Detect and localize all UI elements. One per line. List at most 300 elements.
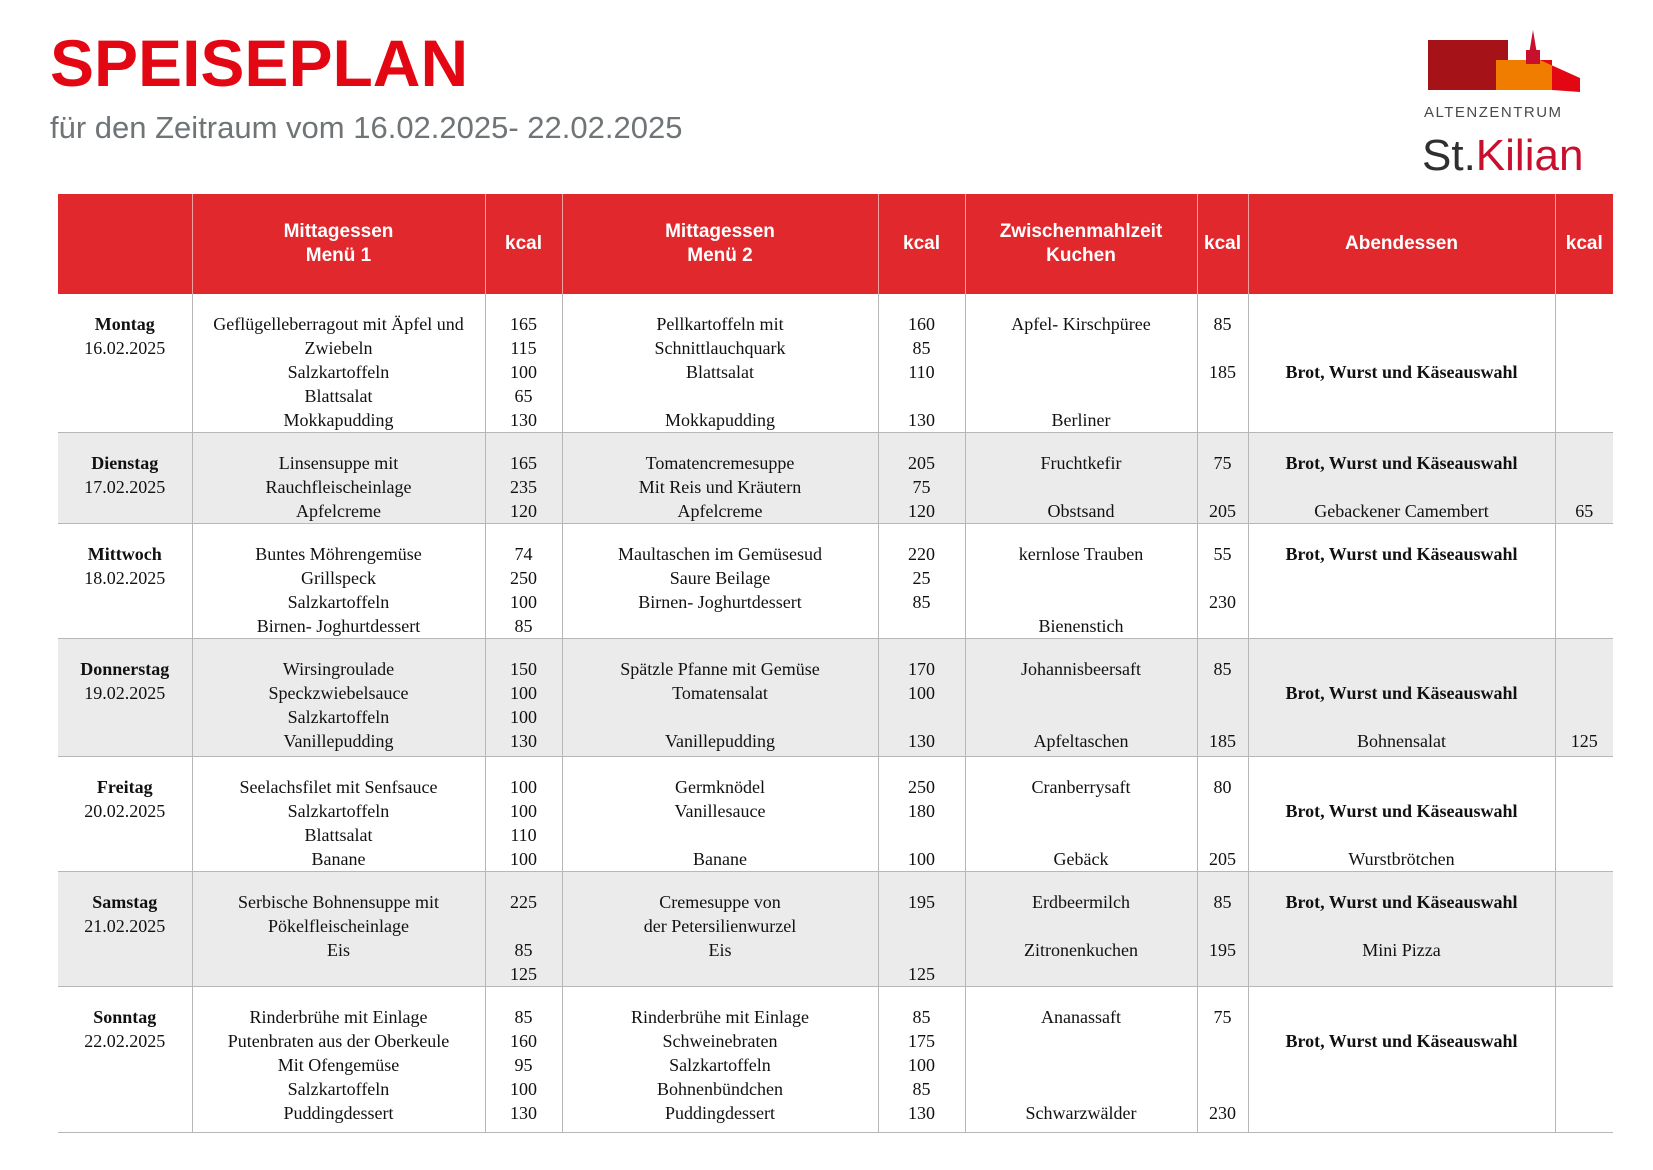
kcal-value: 150 <box>510 659 537 679</box>
kcal-value: 205 <box>1209 501 1236 521</box>
menu-item: Apfel- Kirschpüree <box>1011 314 1151 334</box>
menu-item: Johannisbeersaft <box>1021 659 1141 679</box>
menu-item: Puddingdessert <box>665 1103 775 1123</box>
column-header-menu1 <box>192 194 485 294</box>
menu-item <box>1251 475 1553 499</box>
day-name: Dienstag <box>91 453 159 473</box>
day-name: Sonntag <box>93 1007 157 1027</box>
kcal3-cell <box>1197 872 1248 987</box>
snack-cell <box>965 524 1197 639</box>
kcal-value: 165 <box>510 453 537 473</box>
menu2-cell <box>562 524 878 639</box>
kcal-value: 125 <box>510 964 537 984</box>
page-subtitle: für den Zeitraum vom 16.02.2025- 22.02.2025 <box>50 110 683 145</box>
menu-item: Linsensuppe mit <box>278 453 399 473</box>
menu1-cell <box>192 524 485 639</box>
kcal-value <box>1200 566 1246 590</box>
logo-name <box>1422 131 1584 180</box>
table-row-montag <box>58 294 1613 433</box>
kcal4-cell <box>1555 757 1613 872</box>
kcal2-cell <box>878 757 965 872</box>
menu-item <box>968 1029 1195 1053</box>
menu-item: Mit Ofengemüse <box>277 1055 400 1075</box>
logo-subtitle: ALTENZENTRUM <box>1424 104 1563 121</box>
kcal-value: 130 <box>908 410 935 430</box>
menu-item: Bohnensalat <box>1357 731 1446 751</box>
day-name: Donnerstag <box>80 659 170 679</box>
menu2-cell <box>562 639 878 757</box>
kcal-value: 120 <box>908 501 935 521</box>
kcal-value: 165 <box>510 314 537 334</box>
menu-item: Salzkartoffeln <box>287 1079 390 1099</box>
menu-item <box>565 384 876 408</box>
day-cell <box>58 524 192 639</box>
kcal4-cell <box>1555 294 1613 433</box>
kcal1-cell <box>485 872 562 987</box>
kcal-value <box>881 705 963 729</box>
kcal-value <box>1200 914 1246 938</box>
menu-item <box>1251 657 1553 681</box>
kcal-value: 85 <box>1213 892 1232 912</box>
menu-item: Mokkapudding <box>283 410 394 430</box>
kcal-value: 110 <box>510 825 537 845</box>
menu-item: Apfelcreme <box>677 501 763 521</box>
menu-item: Apfeltaschen <box>1033 731 1129 751</box>
menu-item: Saure Beilage <box>669 568 771 588</box>
menu-item <box>1251 775 1553 799</box>
snack-cell <box>965 294 1197 433</box>
day-name: Samstag <box>92 892 158 912</box>
menu-item: Mit Reis und Kräutern <box>638 477 802 497</box>
kcal-value: 100 <box>510 801 537 821</box>
menu-item <box>968 566 1195 590</box>
kcal-value: 130 <box>908 1103 935 1123</box>
day-date: 19.02.2025 <box>84 683 166 703</box>
kcal-value: 230 <box>1209 592 1236 612</box>
menu-item: Eis <box>326 940 350 960</box>
kcal-value: 185 <box>1209 731 1236 751</box>
menu-item <box>1251 312 1553 336</box>
menu2-cell <box>562 987 878 1133</box>
menu-item: Fruchtkefir <box>1040 453 1122 473</box>
column-header-kcal2 <box>878 194 965 294</box>
menu-item: Bohnenbündchen <box>657 1079 783 1099</box>
kcal-value: 175 <box>908 1031 935 1051</box>
menu-item: Schnittlauchquark <box>654 338 786 358</box>
table-row-dienstag <box>58 433 1613 524</box>
kcal3-cell <box>1197 757 1248 872</box>
kcal2-cell <box>878 987 965 1133</box>
kcal-value: 85 <box>912 1007 931 1027</box>
column-header-text: kcal <box>903 233 940 254</box>
menu-item <box>968 360 1195 384</box>
dinner-cell <box>1248 872 1555 987</box>
kcal4-cell <box>1555 433 1613 524</box>
menu-item <box>565 705 876 729</box>
menu-item: Spätzle Pfanne mit Gemüse <box>620 659 820 679</box>
kcal-value <box>1558 681 1612 705</box>
menu-item: Brot, Wurst und Käseauswahl <box>1285 453 1518 473</box>
menu-item <box>968 475 1195 499</box>
menu-item: Tomatencremesuppe <box>645 453 795 473</box>
kcal-value: 100 <box>510 707 537 727</box>
kcal-value: 115 <box>510 338 537 358</box>
kcal-value: 130 <box>510 1103 537 1123</box>
logo-name-kilian: Kilian <box>1475 131 1584 180</box>
header-row <box>58 194 1613 294</box>
kcal-value: 95 <box>514 1055 533 1075</box>
kcal3-cell <box>1197 294 1248 433</box>
day-cell <box>58 294 192 433</box>
menu-item <box>968 823 1195 847</box>
snack-cell <box>965 872 1197 987</box>
table-row-mittwoch <box>58 524 1613 639</box>
kcal2-cell <box>878 433 965 524</box>
menu-item: Mokkapudding <box>665 410 775 430</box>
kcal-value: 125 <box>908 964 935 984</box>
kcal-value: 225 <box>510 892 537 912</box>
column-header-kcal4 <box>1555 194 1613 294</box>
menu-item <box>968 336 1195 360</box>
kcal-value: 85 <box>912 1079 931 1099</box>
menu-item: Banane <box>693 849 747 869</box>
kcal-value <box>1200 1053 1246 1077</box>
dinner-cell <box>1248 757 1555 872</box>
menu-item: Salzkartoffeln <box>287 801 390 821</box>
menu-item: Salzkartoffeln <box>287 362 390 382</box>
kcal-value: 130 <box>510 410 537 430</box>
kcal-value <box>1200 475 1246 499</box>
column-header-text: Zwischenmahlzeit <box>999 221 1163 242</box>
kcal-value: 100 <box>510 1079 537 1099</box>
menu-item: Salzkartoffeln <box>287 707 390 727</box>
kcal-value: 85 <box>912 338 931 358</box>
kcal-value: 130 <box>908 731 935 751</box>
kcal-value: 195 <box>1209 940 1236 960</box>
menu-item <box>1251 914 1553 938</box>
kcal-value: 85 <box>514 616 533 636</box>
snack-cell <box>965 433 1197 524</box>
kcal4-cell <box>1555 987 1613 1133</box>
menu-item: Wurstbrötchen <box>1348 849 1455 869</box>
menu-item: kernlose Trauben <box>1018 544 1144 564</box>
dinner-cell <box>1248 524 1555 639</box>
menu-item: Speckzwiebelsauce <box>268 683 409 703</box>
kcal-value: 85 <box>1213 314 1232 334</box>
menu-item: Birnen- Joghurtdessert <box>638 592 802 612</box>
kcal-value: 85 <box>514 1007 533 1027</box>
menu1-cell <box>192 433 485 524</box>
day-cell <box>58 872 192 987</box>
menu-item: Salzkartoffeln <box>669 1055 771 1075</box>
menu-item <box>968 681 1195 705</box>
kcal-value <box>881 938 963 962</box>
column-header-text: kcal <box>1204 233 1241 254</box>
kcal-value <box>1200 705 1246 729</box>
dinner-cell <box>1248 433 1555 524</box>
kcal-value: 250 <box>510 568 537 588</box>
menu-table <box>58 194 1613 1133</box>
menu-item: Berliner <box>1051 410 1111 430</box>
menu-item: Rauchfleischeinlage <box>265 477 412 497</box>
kcal-value: 170 <box>908 659 935 679</box>
menu-item <box>968 384 1195 408</box>
kcal-value <box>881 384 963 408</box>
menu-item: Schweinebraten <box>662 1031 778 1051</box>
kcal-value: 74 <box>514 544 533 564</box>
kcal-value <box>1200 823 1246 847</box>
menu-item: Mini Pizza <box>1362 940 1441 960</box>
column-header-menu2 <box>562 194 878 294</box>
kcal-value <box>488 914 560 938</box>
menu-item: der Petersilienwurzel <box>643 916 797 936</box>
menu-item <box>1251 336 1553 360</box>
menu-item: Vanillepudding <box>665 731 775 751</box>
day-date: 18.02.2025 <box>84 568 166 588</box>
menu-item: Maultaschen im Gemüsesud <box>618 544 822 564</box>
snack-cell <box>965 987 1197 1133</box>
column-header-text: Abendessen <box>1345 233 1458 254</box>
menu-item: Wirsingroulade <box>282 659 395 679</box>
kcal-value <box>1558 451 1612 475</box>
day-cell <box>58 433 192 524</box>
kcal2-cell <box>878 524 965 639</box>
menu-item: Cremesuppe von <box>659 892 781 912</box>
dinner-cell <box>1248 294 1555 433</box>
menu-item: Buntes Möhrengemüse <box>255 544 422 564</box>
menu-item: Brot, Wurst und Käseauswahl <box>1285 1031 1518 1051</box>
menu-item: Salzkartoffeln <box>287 592 390 612</box>
kcal-value: 100 <box>510 777 537 797</box>
kcal-value: 80 <box>1213 777 1232 797</box>
menu-item: Rinderbrühe mit Einlage <box>631 1007 809 1027</box>
menu-item <box>565 823 876 847</box>
kcal-value: 230 <box>1209 1103 1236 1123</box>
menu1-cell <box>192 872 485 987</box>
menu-item <box>968 1053 1195 1077</box>
logo-name-st: St. <box>1422 131 1476 180</box>
menu2-cell <box>562 433 878 524</box>
day-cell <box>58 757 192 872</box>
table-row-freitag <box>58 757 1613 872</box>
menu-item <box>1251 1005 1553 1029</box>
kcal-value <box>1200 1029 1246 1053</box>
column-header-kcal3 <box>1197 194 1248 294</box>
menu-item: Pellkartoffeln mit <box>656 314 784 334</box>
kcal-value: 65 <box>514 386 533 406</box>
menu-item: Gebackener Camembert <box>1314 501 1489 521</box>
menu-item: Ananassaft <box>1041 1007 1121 1027</box>
menu-item: Gebäck <box>1053 849 1109 869</box>
menu-item: Brot, Wurst und Käseauswahl <box>1285 683 1518 703</box>
menu-item: Apfelcreme <box>296 501 381 521</box>
menu-item: Eis <box>708 940 732 960</box>
day-date: 21.02.2025 <box>84 916 166 936</box>
kcal-value: 160 <box>510 1031 537 1051</box>
menu-item: Puddingdessert <box>283 1103 394 1123</box>
menu-item <box>968 1077 1195 1101</box>
column-header-text: kcal <box>1565 233 1603 254</box>
menu2-cell <box>562 757 878 872</box>
kcal-value: 250 <box>908 777 935 797</box>
dinner-cell <box>1248 987 1555 1133</box>
menu2-cell <box>562 872 878 987</box>
menu-item: Birnen- Joghurtdessert <box>256 616 421 636</box>
table-row-donnerstag <box>58 639 1613 757</box>
column-header-dinner <box>1248 194 1555 294</box>
kcal-value <box>1200 336 1246 360</box>
menu-item: Serbische Bohnensuppe mit <box>238 892 439 912</box>
menu-item: Obstsand <box>1047 501 1115 521</box>
column-header-text: Kuchen <box>1046 245 1116 266</box>
day-date: 17.02.2025 <box>84 477 166 497</box>
kcal-value: 180 <box>908 801 935 821</box>
column-header-text: kcal <box>505 233 542 254</box>
kcal4-cell <box>1555 524 1613 639</box>
kcal-value <box>1200 1077 1246 1101</box>
kcal-value: 65 <box>1575 501 1594 521</box>
kcal1-cell <box>485 524 562 639</box>
menu1-cell <box>192 294 485 433</box>
kcal3-cell <box>1197 524 1248 639</box>
menu-item: Brot, Wurst und Käseauswahl <box>1285 544 1518 564</box>
kcal1-cell <box>485 757 562 872</box>
menu-item: Pökelfleischeinlage <box>268 916 409 936</box>
kcal-value: 85 <box>1213 659 1232 679</box>
column-header-kcal1 <box>485 194 562 294</box>
kcal-value: 100 <box>908 849 935 869</box>
menu-item: Erdbeermilch <box>1032 892 1130 912</box>
kcal-value: 130 <box>510 731 537 751</box>
kcal2-cell <box>878 639 965 757</box>
menu-item: Rinderbrühe mit Einlage <box>249 1007 428 1027</box>
kcal3-cell <box>1197 987 1248 1133</box>
kcal-value: 55 <box>1213 544 1232 564</box>
menu-item <box>968 590 1195 614</box>
kcal1-cell <box>485 987 562 1133</box>
menu-item: Schwarzwälder <box>1025 1103 1137 1123</box>
kcal1-cell <box>485 639 562 757</box>
menu-item: Blattsalat <box>686 362 754 382</box>
column-header-day <box>58 194 192 294</box>
menu-item: Blattsalat <box>304 825 373 845</box>
menu-item: Cranberrysaft <box>1031 777 1131 797</box>
kcal-value: 100 <box>908 1055 935 1075</box>
menu-item: Brot, Wurst und Käseauswahl <box>1285 801 1518 821</box>
table-row-samstag <box>58 872 1613 987</box>
kcal-value: 85 <box>514 940 533 960</box>
menu-item: Blattsalat <box>304 386 373 406</box>
column-header-text: Menü 2 <box>687 245 753 266</box>
menu1-cell <box>192 757 485 872</box>
kcal-value: 235 <box>510 477 537 497</box>
menu-item <box>968 799 1195 823</box>
kcal2-cell <box>878 294 965 433</box>
menu-body <box>58 294 1613 1133</box>
kcal-value: 100 <box>510 683 537 703</box>
kcal-value <box>1558 657 1612 681</box>
kcal-value <box>881 823 963 847</box>
menu-item: Geflügelleberragout mit Äpfel und <box>213 314 464 334</box>
kcal-value: 100 <box>510 849 537 869</box>
kcal-value: 100 <box>510 362 537 382</box>
menu-item: Tomatensalat <box>672 683 768 703</box>
menu-item: Vanillepudding <box>283 731 394 751</box>
day-name: Mittwoch <box>87 544 162 564</box>
kcal-value: 205 <box>908 453 935 473</box>
menu-item: Bienenstich <box>1038 616 1124 636</box>
day-date: 22.02.2025 <box>84 1031 166 1051</box>
kcal-value: 110 <box>908 362 935 382</box>
page-title: SPEISEPLAN <box>50 26 469 100</box>
day-cell <box>58 639 192 757</box>
kcal-value: 25 <box>912 568 931 588</box>
menu-item <box>1251 705 1553 729</box>
column-header-snack <box>965 194 1197 294</box>
dinner-cell <box>1248 639 1555 757</box>
column-header-text: Menü 1 <box>305 245 372 266</box>
column-header-text: Mittagessen <box>665 221 775 242</box>
menu-item: Seelachsfilet mit Senfsauce <box>239 777 438 797</box>
kcal3-cell <box>1197 639 1248 757</box>
snack-cell <box>965 757 1197 872</box>
snack-cell <box>965 639 1197 757</box>
menu-item: Germknödel <box>675 777 765 797</box>
menu-item <box>968 705 1195 729</box>
kcal-value <box>1200 681 1246 705</box>
menu-item: Zitronenkuchen <box>1024 940 1138 960</box>
menu-item: Grillspeck <box>301 568 376 588</box>
kcal-value: 75 <box>1213 453 1232 473</box>
kcal-value: 75 <box>912 477 931 497</box>
kcal1-cell <box>485 433 562 524</box>
menu-item: Brot, Wurst und Käseauswahl <box>1285 892 1518 912</box>
kcal-value: 125 <box>1570 731 1598 751</box>
menu1-cell <box>192 639 485 757</box>
kcal2-cell <box>878 872 965 987</box>
column-header-text: Mittagessen <box>283 221 394 242</box>
day-cell <box>58 987 192 1133</box>
kcal3-cell <box>1197 433 1248 524</box>
menu-item: Banane <box>311 849 366 869</box>
menu-item <box>968 914 1195 938</box>
kcal4-cell <box>1555 872 1613 987</box>
kcal-value <box>1200 799 1246 823</box>
menu-item <box>1251 823 1553 847</box>
menu-item: Brot, Wurst und Käseauswahl <box>1285 362 1518 382</box>
kcal-value: 185 <box>1209 362 1236 382</box>
kcal4-cell <box>1555 639 1613 757</box>
kcal-value <box>881 914 963 938</box>
menu-item: Zwiebeln <box>304 338 373 358</box>
kcal-value: 85 <box>912 592 931 612</box>
table-row-sonntag <box>58 987 1613 1133</box>
kcal-value <box>1558 705 1612 729</box>
kcal-value <box>1558 475 1612 499</box>
kcal-value: 160 <box>908 314 935 334</box>
menu-item: Vanillesauce <box>674 801 766 821</box>
kcal-value: 195 <box>908 892 935 912</box>
day-date: 20.02.2025 <box>84 801 166 821</box>
kcal-value: 100 <box>908 683 935 703</box>
kcal-value: 205 <box>1209 849 1236 869</box>
kcal-value: 220 <box>908 544 935 564</box>
kcal1-cell <box>485 294 562 433</box>
kcal-value: 100 <box>510 592 537 612</box>
day-date: 16.02.2025 <box>84 338 166 358</box>
menu1-cell <box>192 987 485 1133</box>
kcal-value: 120 <box>510 501 537 521</box>
